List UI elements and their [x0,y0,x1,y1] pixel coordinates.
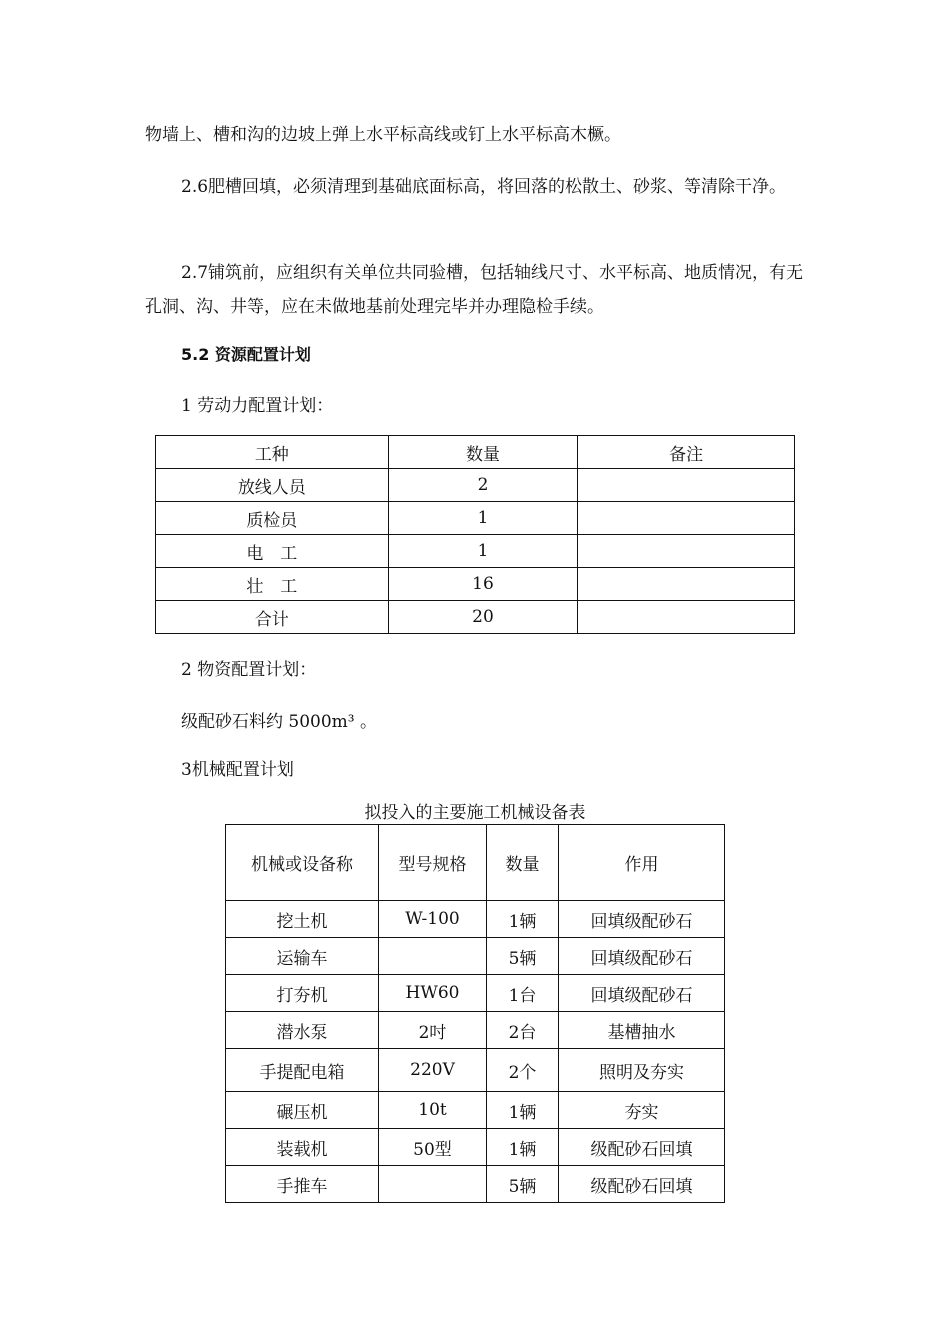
equipment-cell: 运输车 [226,938,379,975]
labor-cell: 20 [388,601,578,634]
labor-cell: 2 [388,469,578,502]
equipment-cell [379,1166,487,1203]
machinery-heading: 3机械配置计划 [181,760,294,780]
labor-cell [578,502,795,535]
table-row [156,568,795,601]
labor-cell [578,469,795,502]
equipment-cell: 2吋 [379,1012,487,1049]
table-row [156,601,795,634]
equipment-cell: 夯实 [559,1092,725,1129]
equipment-table [225,824,725,1203]
equipment-cell: 手提配电箱 [226,1049,379,1092]
labor-cell: 电 工 [156,535,389,568]
materials-heading: 2 物资配置计划： [181,660,317,680]
equipment-cell: 级配砂石回填 [559,1129,725,1166]
labor-cell: 合计 [156,601,389,634]
table-row [226,1012,725,1049]
table-row [156,535,795,568]
equipment-cell: 潜水泵 [226,1012,379,1049]
labor-cell: 质检员 [156,502,389,535]
labor-cell [578,535,795,568]
equipment-cell: 10t [379,1092,487,1129]
equipment-cell: 装载机 [226,1129,379,1166]
equipment-cell: 回填级配砂石 [559,938,725,975]
labor-header-cell: 备注 [578,436,795,469]
table-row [226,1129,725,1166]
labor-heading: 1 劳动力配置计划： [181,396,334,416]
equipment-cell: 220V [379,1049,487,1092]
equipment-cell: 2台 [487,1012,559,1049]
labor-header-row [156,436,795,469]
labor-cell: 1 [388,502,578,535]
equipment-header-cell: 作用 [559,825,725,901]
labor-cell: 16 [388,568,578,601]
equipment-header-cell: 机械或设备称 [226,825,379,901]
labor-cell: 放线人员 [156,469,389,502]
equipment-table-caption: 拟投入的主要施工机械设备表 [364,803,586,823]
equipment-cell: 基槽抽水 [559,1012,725,1049]
equipment-cell: 1台 [487,975,559,1012]
equipment-cell: 5辆 [487,938,559,975]
equipment-cell: 回填级配砂石 [559,901,725,938]
labor-header-cell: 工种 [156,436,389,469]
equipment-cell: 手推车 [226,1166,379,1203]
table-row [226,975,725,1012]
equipment-header-row [226,825,725,901]
labor-cell [578,568,795,601]
equipment-header-cell: 型号规格 [379,825,487,901]
labor-table [155,435,795,634]
table-row [226,1092,725,1129]
equipment-cell: 1辆 [487,1129,559,1166]
equipment-cell [379,938,487,975]
equipment-cell: 挖土机 [226,901,379,938]
table-row [226,938,725,975]
paragraph-3: 2.7铺筑前，应组织有关单位共同验槽，包括轴线尺寸、水平标高、地质情况，有无孔洞、沟、井等，应在未做地基前处理完毕并办理隐检手续。 [145,263,804,317]
labor-cell: 1 [388,535,578,568]
equipment-cell: 2个 [487,1049,559,1092]
table-row [226,1049,725,1092]
paragraph-2: 2.6肥槽回填，必须清理到基础底面标高，将回落的松散土、砂浆、等清除干净。 [181,177,787,197]
section-heading: 5.2 资源配置计划 [181,345,311,364]
equipment-cell: W-100 [379,901,487,938]
equipment-cell: 1辆 [487,901,559,938]
equipment-cell: 1辆 [487,1092,559,1129]
labor-header-cell: 数量 [388,436,578,469]
equipment-cell: 5辆 [487,1166,559,1203]
labor-cell [578,601,795,634]
equipment-cell: 回填级配砂石 [559,975,725,1012]
equipment-cell: HW60 [379,975,487,1012]
equipment-cell: 50型 [379,1129,487,1166]
equipment-cell: 打夯机 [226,975,379,1012]
paragraph-1: 物墙上、槽和沟的边坡上弹上水平标高线或钉上水平标高木橛。 [145,125,621,145]
equipment-cell: 级配砂石回填 [559,1166,725,1203]
table-row [156,502,795,535]
equipment-header-cell: 数量 [487,825,559,901]
equipment-cell: 照明及夯实 [559,1049,725,1092]
table-row [156,469,795,502]
table-row [226,901,725,938]
labor-cell: 壮 工 [156,568,389,601]
materials-text: 级配砂石料约 5000m³ 。 [181,712,378,732]
table-row [226,1166,725,1203]
equipment-cell: 碾压机 [226,1092,379,1129]
